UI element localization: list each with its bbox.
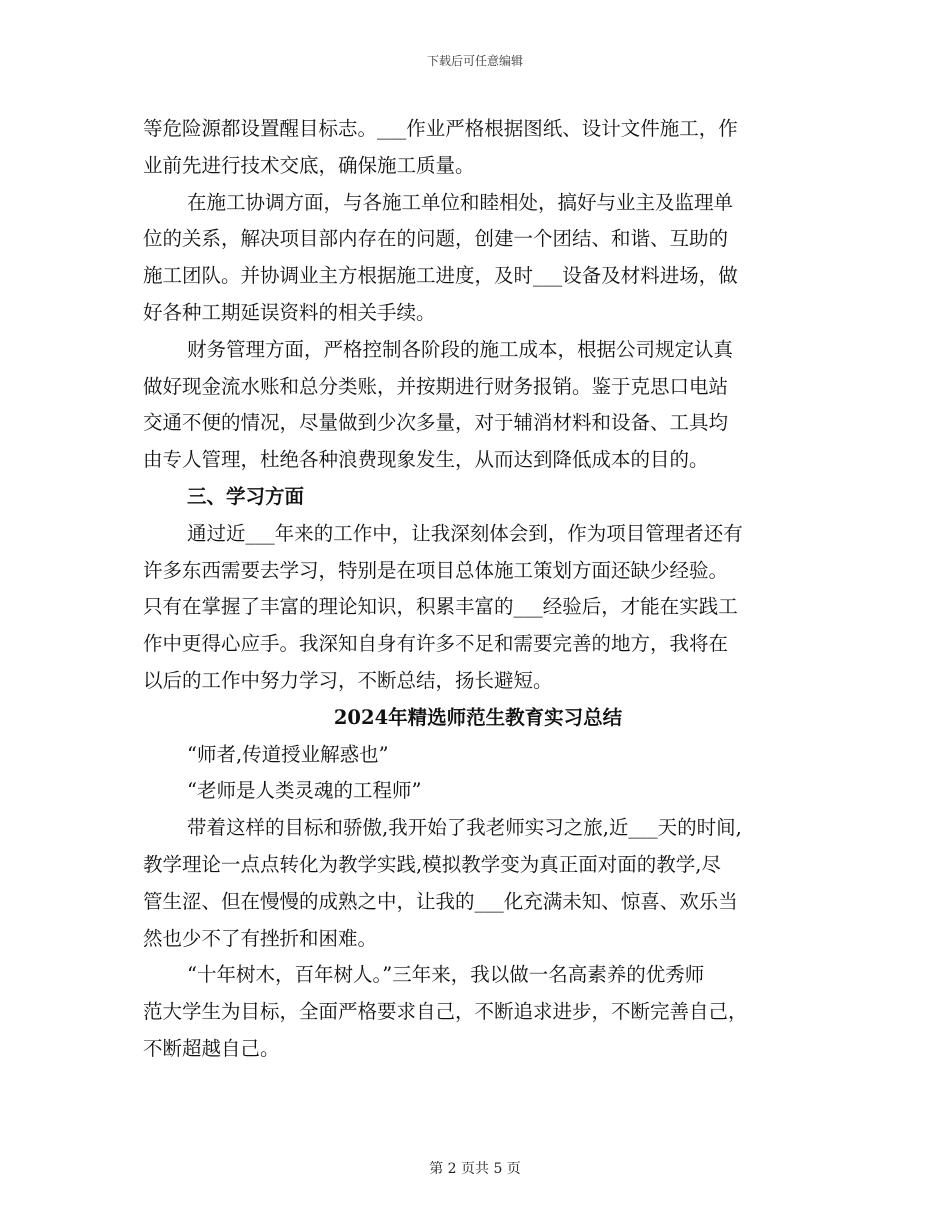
paragraph-first-line: 通过近___年来的工作中，让我深刻体会到，作为项目管理者还有: [187, 521, 743, 545]
paragraph-line: 只有在掌握了丰富的理论知识，积累丰富的___经验后，才能在实践工: [143, 595, 738, 619]
paragraph-line: 位的关系，解决项目部内存在的问题，创建一个团结、和谐、互助的: [143, 227, 729, 251]
paragraph-line: 不断超越自己。: [143, 1036, 280, 1060]
paragraph-line: 做好现金流水账和总分类账，并按期进行财务报销。鉴于克思口电站: [143, 374, 729, 398]
paragraph-line: 作中更得心应手。我深知自身有许多不足和需要完善的地方，我将在: [143, 632, 729, 656]
paragraph-line: 好各种工期延误资料的相关手续。: [143, 300, 436, 324]
paragraph-first-line: 在施工协调方面，与各施工单位和睦相处，搞好与业主及监理单: [187, 190, 734, 214]
paragraph-first-line: “师者,传道授业解惑也”: [187, 742, 389, 766]
paragraph-line: 范大学生为目标，全面严格要求自己，不断追求进步，不断完善自己，: [143, 1000, 748, 1024]
paragraph-first-line: 财务管理方面，严格控制各阶段的施工成本，根据公司规定认真: [187, 337, 734, 361]
paragraph-line: 等危险源都设置醒目标志。___作业严格根据图纸、设计文件施工，作: [143, 117, 738, 140]
paragraph-line: 管生涩、但在慢慢的成熟之中，让我的___化充满未知、惊喜、欢乐当: [143, 889, 738, 913]
document-title: 2024年精选师范生教育实习总结: [333, 705, 623, 729]
page-footer: 第 2 页共 5 页: [429, 1161, 521, 1177]
section-heading: 三、学习方面: [187, 484, 305, 508]
paragraph-line: 施工团队。并协调业主方根据施工进度，及时___设备及材料进场，做: [143, 264, 738, 288]
paragraph-line: 以后的工作中努力学习，不断总结，扬长避短。: [143, 668, 553, 692]
paragraph-line: 由专人管理，杜绝各种浪费现象发生，从而达到降低成本的目的。: [143, 448, 709, 472]
paragraph-line: 许多东西需要去学习，特别是在项目总体施工策划方面还缺少经验。: [143, 558, 729, 582]
document-body: [143, 111, 813, 1068]
paragraph-line: 交通不便的情况，尽量做到少次多量，对于辅消材料和设备、工具均: [143, 411, 729, 435]
paragraph-line: 业前先进行技术交底，确保施工质量。: [143, 153, 475, 177]
paragraph-line: 教学理论一点点转化为教学实践,模拟教学变为真正面对面的教学,尽: [143, 852, 721, 876]
paragraph-first-line: “老师是人类灵魂的工程师”: [187, 779, 422, 803]
page-header: 下载后可任意编辑: [426, 54, 523, 68]
paragraph-first-line: “十年树木，百年树人。”三年来，我以做一名高素养的优秀师: [187, 963, 705, 987]
paragraph-line: 然也少不了有挫折和困难。: [143, 926, 378, 950]
paragraph-first-line: 带着这样的目标和骄傲,我开始了我老师实习之旅,近___天的时间,: [187, 816, 742, 840]
